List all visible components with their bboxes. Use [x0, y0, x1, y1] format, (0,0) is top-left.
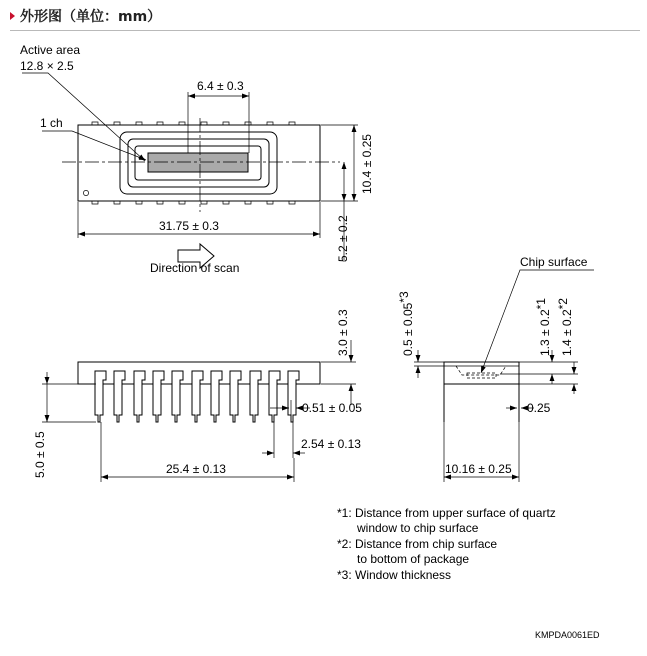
pin-span-dim: 25.4 ± 0.13: [166, 462, 226, 476]
drawing-number: KMPDA0061ED: [535, 630, 600, 640]
pin-width-dim: 0.51 ± 0.05: [302, 401, 362, 415]
note-1-line-1: *1: Distance from upper surface of quartz: [337, 506, 556, 520]
end-view: [397, 255, 594, 482]
note-3: *3: Window thickness: [337, 568, 452, 582]
package-length-dim: 31.75 ± 0.3: [159, 219, 219, 233]
window-width-dim: 6.4 ± 0.3: [197, 79, 244, 93]
pin-length-dim: 5.0 ± 0.5: [33, 431, 47, 478]
package-width-dim: 10.4 ± 0.25: [360, 134, 374, 194]
active-offset-dim: 5.2 ± 0.2: [336, 215, 350, 262]
top-view: [20, 43, 374, 275]
package-height-dim: 3.0 ± 0.3: [336, 309, 350, 356]
note-2-line-2: to bottom of package: [357, 552, 470, 566]
side-view-pins: [95, 371, 299, 422]
chip-cavity-hidden-line: [456, 366, 506, 375]
chip-hidden-outline: [467, 373, 496, 378]
footnotes: [337, 506, 556, 582]
first-channel-leader: [42, 131, 146, 160]
first-channel-label: 1 ch: [40, 116, 63, 130]
pin-pitch-dim: 2.54 ± 0.13: [301, 437, 361, 451]
scan-direction-label: Direction of scan: [150, 261, 240, 275]
pin1-index-mark: [83, 190, 88, 195]
chip-surface-label: Chip surface: [520, 255, 588, 269]
row-spacing-dim: 10.16 ± 0.25: [445, 462, 512, 476]
package-body-end: [444, 362, 519, 384]
side-view: [33, 309, 362, 482]
window-to-chip-dim: 1.3 ± 0.2*1: [534, 298, 552, 356]
note-2-line-1: *2: Distance from chip surface: [337, 537, 498, 551]
pin-thickness-dim: 0.25: [527, 401, 551, 415]
active-area-label: Active area: [20, 43, 81, 57]
active-area: [148, 153, 248, 172]
window-thickness-dim: 0.5 ± 0.05*3: [397, 291, 415, 356]
note-1-line-2: window to chip surface: [357, 521, 479, 535]
active-area-size: 12.8 × 2.5: [20, 59, 74, 73]
chip-to-bottom-dim: 1.4 ± 0.2*2: [556, 298, 574, 356]
page-title: 外形图（单位：mm）: [20, 9, 162, 25]
